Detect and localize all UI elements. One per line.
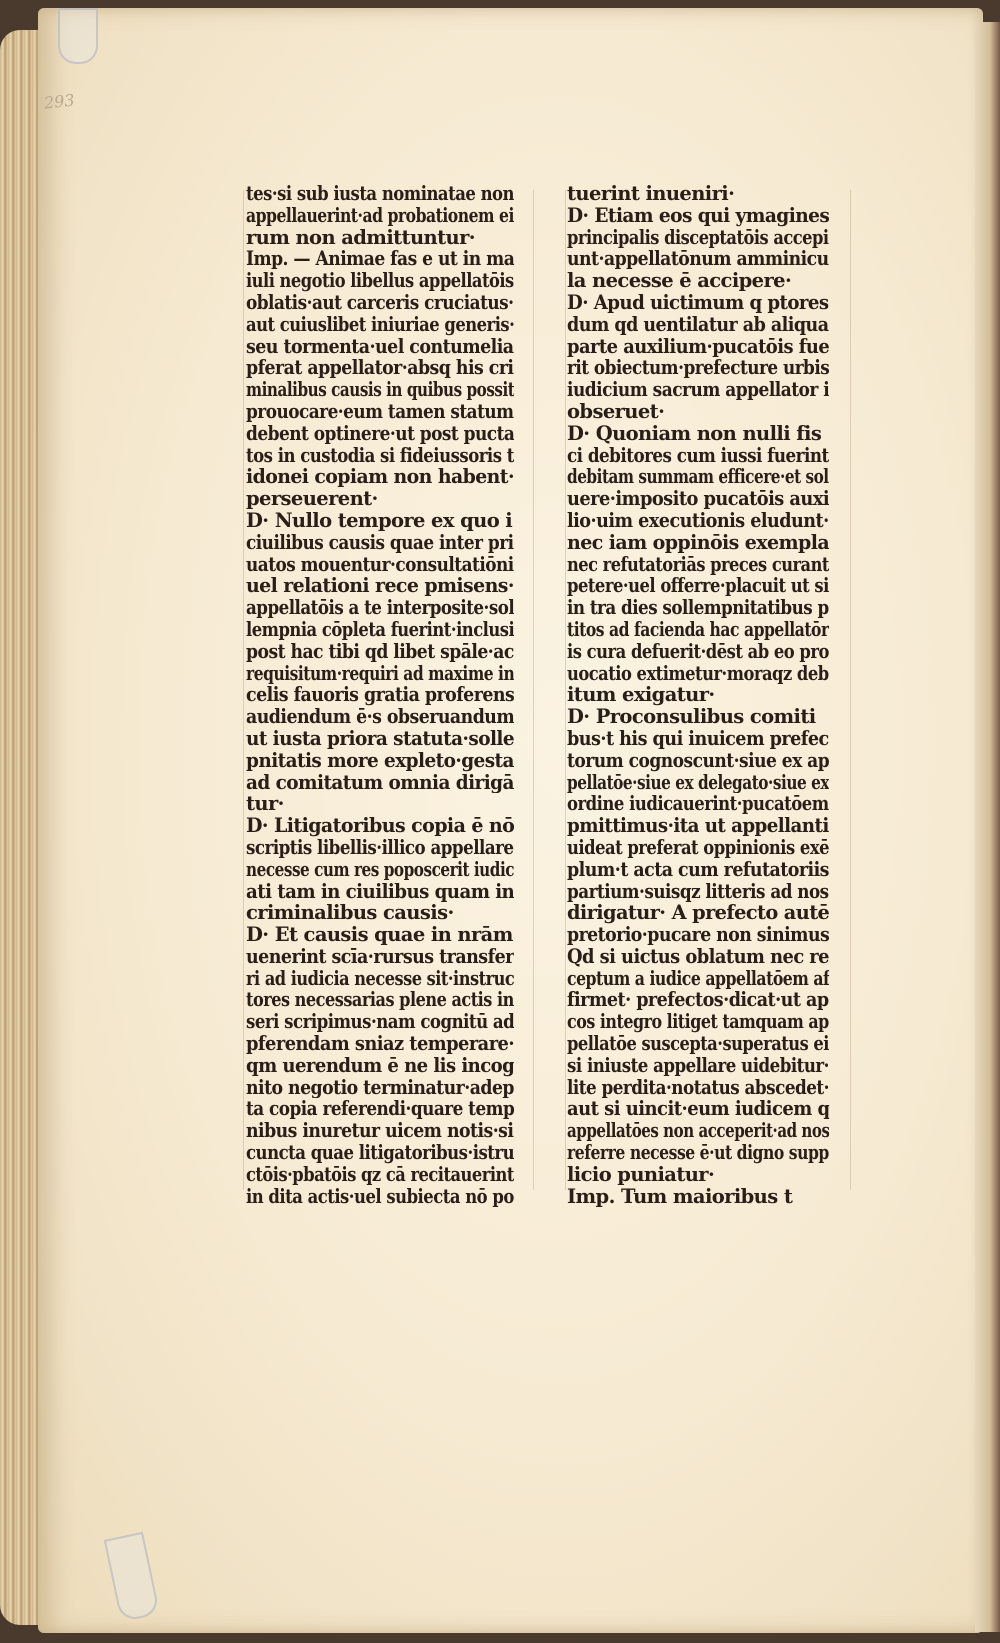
text-line: partium·suisqz litteris ad nos bbox=[567, 880, 829, 903]
text-line: seu tormenta·uel contumelia bbox=[246, 335, 514, 358]
text-line: ta copia referendi·quare temp bbox=[246, 1098, 515, 1121]
text-line: ordine iudicauerint·pucatōem bbox=[567, 793, 829, 816]
text-line: tur· bbox=[246, 793, 284, 816]
text-line: Qd si uictus oblatum nec re bbox=[567, 945, 829, 968]
text-line: Imp. Tum maioribus t bbox=[567, 1185, 793, 1208]
ruling-line bbox=[565, 190, 566, 1190]
text-line: scriptis libellis·illico appellare bbox=[246, 836, 514, 859]
text-line: principalis disceptatōis accepi bbox=[567, 226, 829, 249]
text-line: si iniuste appellare uidebitur· bbox=[567, 1054, 829, 1077]
ruling-line bbox=[850, 190, 851, 1190]
text-line: D· Etiam eos qui ymagines bbox=[567, 204, 830, 227]
text-line: pretorio·pucare non sinimus bbox=[567, 924, 829, 946]
text-line: nec refutatoriās preces curant bbox=[567, 553, 829, 576]
text-line: lio·uim executionis eludunt· bbox=[567, 509, 829, 532]
text-line: nec iam oppinōis exempla bbox=[567, 531, 830, 554]
text-line: rit obiectum·prefecture urbis bbox=[567, 357, 830, 380]
text-line: rum non admittuntur· bbox=[246, 226, 475, 249]
binding-edge bbox=[975, 22, 1000, 1632]
text-line: audiendum ē·s obseruandum bbox=[246, 706, 514, 728]
text-line: plum·t acta cum refutatoriis bbox=[567, 858, 829, 881]
text-line: tuerint inueniri· bbox=[567, 183, 735, 205]
text-line: in tra dies sollempnitatibus p bbox=[567, 597, 829, 619]
text-line: uel relationi rece pmisens· bbox=[246, 575, 514, 598]
text-line: debitam summam efficere·et sol bbox=[567, 466, 829, 489]
text-line: iuli negotio libellus appellatōis bbox=[246, 270, 514, 292]
text-line: cuncta quae litigatoribus·istru bbox=[246, 1142, 514, 1164]
ruling-line bbox=[243, 190, 244, 1190]
ruling-line bbox=[533, 190, 534, 1190]
text-line: pellatōe·siue ex delegato·siue ex bbox=[567, 771, 829, 794]
text-line: D· Apud uictimum q ptores bbox=[567, 291, 829, 314]
text-line: ad comitatum omnia dirigā bbox=[246, 771, 514, 794]
text-line: pferendam sniaz temperare· bbox=[246, 1033, 515, 1055]
text-line: minalibus causis in quibus possit bbox=[246, 379, 514, 401]
text-line: ri ad iudicia necesse sit·instruc bbox=[246, 967, 515, 990]
text-line: firmet· prefectos·dicat·ut ap bbox=[567, 989, 829, 1012]
text-line: necesse cum res poposcerit iudic bbox=[246, 858, 514, 881]
text-line: ciuilibus causis quae inter pri bbox=[246, 531, 514, 554]
text-line: debent optinere·ut post pucta bbox=[246, 422, 514, 445]
text-line: D· Quoniam non nulli fis bbox=[567, 422, 822, 445]
text-line: post hac tibi qd libet spāle·ac bbox=[246, 640, 514, 663]
text-line: uocatio extimetur·moraqz deb bbox=[567, 662, 829, 685]
text-line: dum qd uentilatur ab aliqua bbox=[567, 313, 829, 336]
text-line: licio puniatur· bbox=[567, 1163, 715, 1186]
text-line: appellatōes non acceperit·ad nos bbox=[567, 1120, 830, 1143]
top-clip-icon bbox=[58, 8, 98, 64]
text-line: criminalibus causis· bbox=[246, 902, 454, 925]
text-line: idonei copiam non habent· bbox=[246, 466, 514, 489]
text-line: ati tam in ciuilibus quam in bbox=[246, 880, 515, 903]
folio-number: 293 bbox=[43, 90, 76, 113]
text-line: uenerint scīa·rursus transfer bbox=[246, 945, 514, 968]
text-line: ut iusta priora statuta·solle bbox=[246, 727, 515, 750]
text-line: nito negotio terminatur·adep bbox=[246, 1076, 514, 1099]
text-line: obseruet· bbox=[567, 400, 665, 423]
text-line: bus·t his qui inuicem prefec bbox=[567, 727, 829, 750]
text-line: parte auxilium·pucatōis fue bbox=[567, 335, 829, 358]
text-line: prouocare·eum tamen statum bbox=[246, 400, 514, 423]
text-line: uideat preferat oppinionis exē bbox=[567, 836, 830, 859]
text-line: tores necessarias plene actis in bbox=[246, 989, 514, 1012]
text-line: is cura defuerit·dēst ab eo pro bbox=[567, 640, 829, 663]
text-line: appellatōis a te interposite·sol bbox=[246, 597, 514, 619]
text-line: pmittimus·ita ut appellanti bbox=[567, 815, 829, 837]
text-line: pnitatis more expleto·gesta bbox=[246, 749, 514, 772]
text-line: nibus inuretur uicem notis·si bbox=[246, 1120, 514, 1143]
text-line: seri scripimus·nam cognitū ad bbox=[246, 1011, 515, 1034]
text-line: cos integro litiget tamquam ap bbox=[567, 1011, 829, 1034]
text-line: referre necesse ē·ut digno supp bbox=[567, 1142, 829, 1164]
text-line: ceptum a iudice appellatōem af bbox=[567, 967, 830, 990]
text-line: D· Nullo tempore ex quo i bbox=[246, 509, 513, 532]
text-line: aut si uincit·eum iudicem q bbox=[567, 1098, 830, 1121]
text-line: titos ad facienda hac appellatōr bbox=[567, 618, 829, 641]
text-line: uatos mouentur·consultatiōni bbox=[246, 553, 514, 576]
text-line: Imp. — Animae fas e ut in ma bbox=[246, 248, 515, 271]
text-line: pellatōe suscepta·superatus ei bbox=[567, 1033, 829, 1055]
text-line: pferat appellator·absq his cri bbox=[246, 357, 514, 380]
text-line: la necesse ē accipere· bbox=[567, 270, 792, 292]
text-line: tes·si sub iusta nominatae non bbox=[246, 183, 514, 205]
text-line: ctōis·pbatōis qz cā recitauerint bbox=[246, 1163, 514, 1186]
text-line: appellauerint·ad probationem ei bbox=[246, 204, 514, 227]
text-line: uere·imposito pucatōis auxi bbox=[567, 488, 830, 510]
text-line: D· Proconsulibus comiti bbox=[567, 706, 816, 728]
text-line: torum cognoscunt·siue ex ap bbox=[567, 749, 829, 772]
text-line: itum exigatur· bbox=[567, 684, 715, 707]
text-line: dirigatur· A prefecto autē bbox=[567, 902, 829, 925]
text-line: celis fauoris gratia proferens bbox=[246, 684, 514, 707]
text-line: aut cuiuslibet iniuriae generis· bbox=[246, 313, 514, 336]
text-line: ci debitores cum iussi fuerint bbox=[567, 444, 829, 467]
text-line: unt·appellatōnum amminicu bbox=[567, 248, 829, 271]
text-line: tos in custodia si fideiussoris t bbox=[246, 444, 514, 467]
text-line: D· Et causis quae in nrām bbox=[246, 924, 513, 946]
text-line: petere·uel offerre·placuit ut si bbox=[567, 575, 829, 598]
text-line: oblatis·aut carceris cruciatus· bbox=[246, 291, 514, 314]
text-column-left bbox=[246, 183, 514, 1207]
text-line: requisitum·requiri ad maxime in bbox=[246, 662, 514, 685]
text-line: lite perdita·notatus abscedet· bbox=[567, 1076, 830, 1099]
text-line: perseuerent· bbox=[246, 488, 378, 510]
text-line: in dita actis·uel subiecta nō po bbox=[246, 1185, 514, 1208]
text-column-right bbox=[567, 183, 829, 1207]
text-line: lempnia cōpleta fuerint·inclusi bbox=[246, 618, 514, 641]
text-line: qm uerendum ē ne lis incog bbox=[246, 1054, 514, 1077]
text-line: iudicium sacrum appellator i bbox=[567, 379, 829, 401]
text-line: D· Litigatoribus copia ē nō bbox=[246, 815, 515, 837]
